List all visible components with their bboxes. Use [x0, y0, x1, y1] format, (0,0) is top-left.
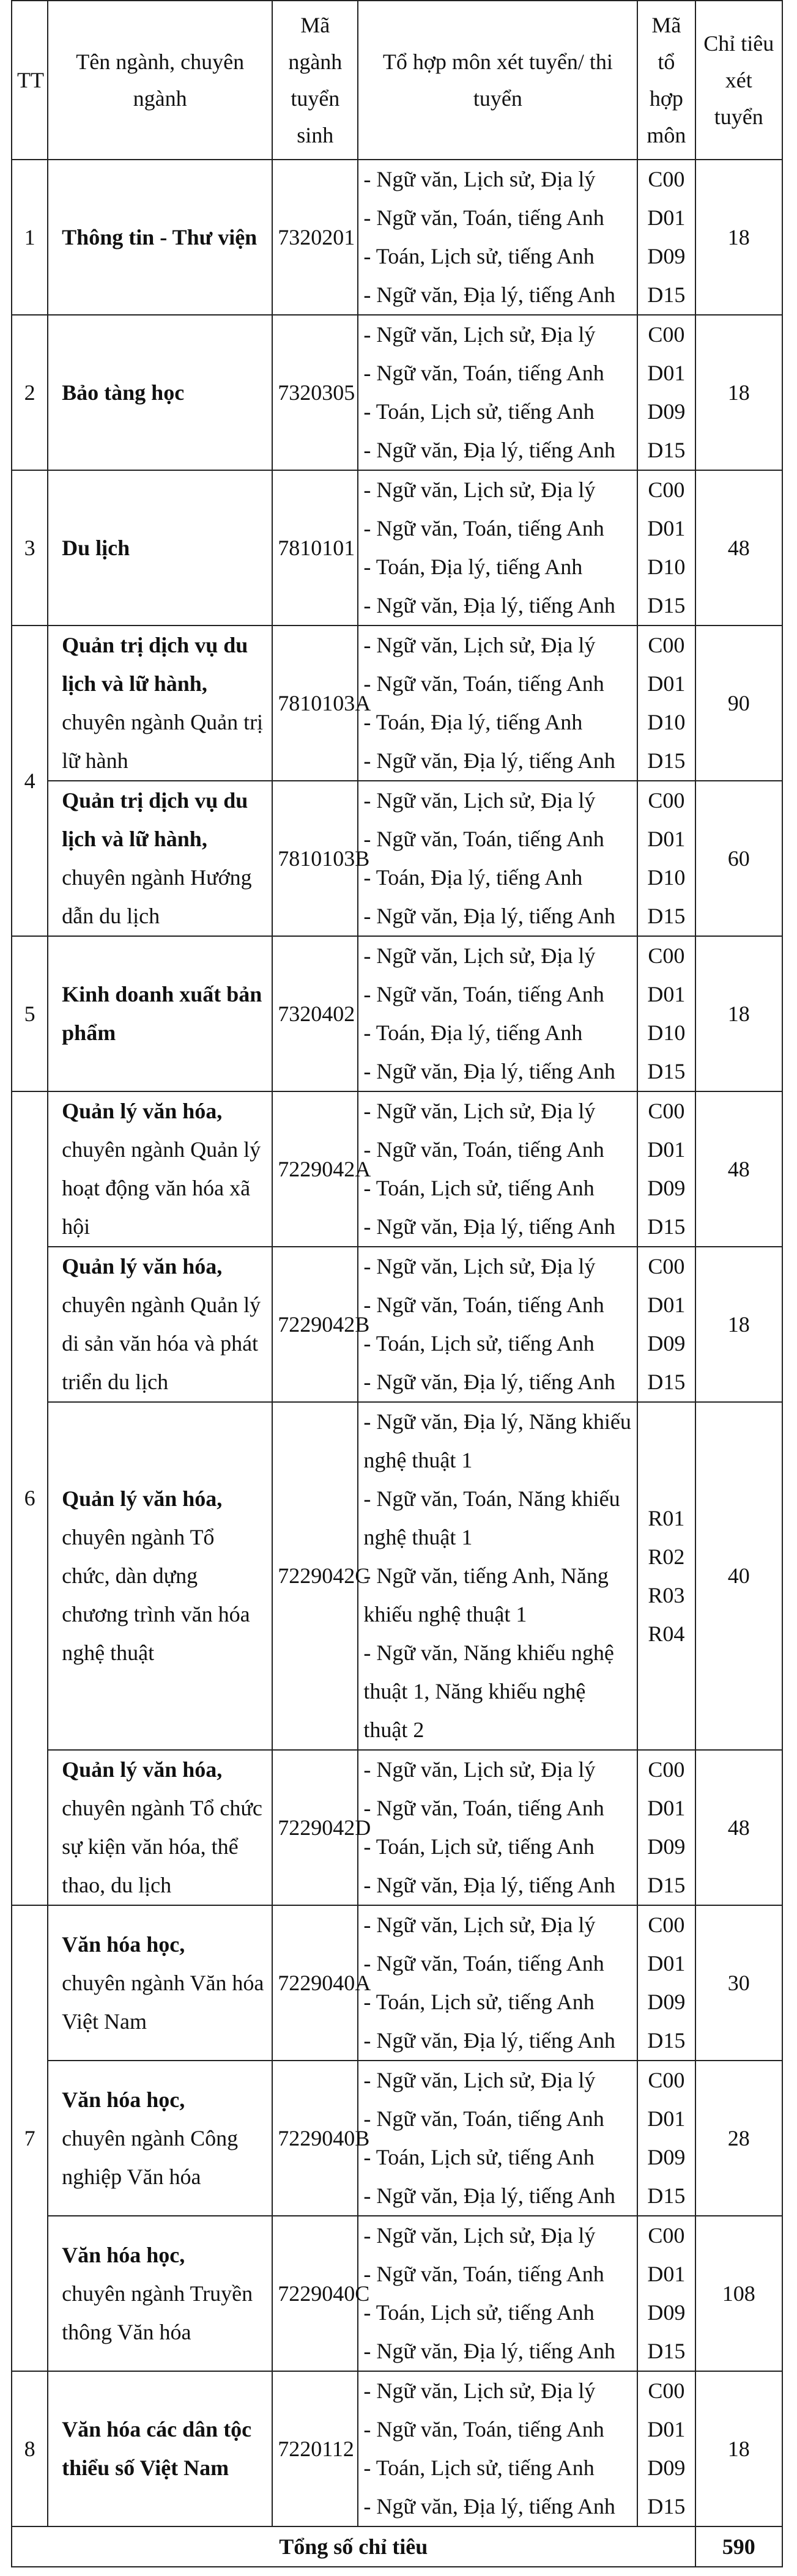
row-subjects [358, 936, 637, 1091]
row-name-title: Văn hóa học, [62, 2242, 185, 2267]
row-code: 7810101 [272, 470, 358, 626]
subject-combination: - Ngữ văn, Toán, tiếng Anh [363, 2262, 604, 2286]
row-quota: 108 [695, 2216, 782, 2371]
row-subject-codes [637, 1905, 695, 2061]
subject-code: C00 [648, 2223, 685, 2248]
subject-combination: - Ngữ văn, Toán, tiếng Anh [363, 671, 604, 696]
row-subject-codes [637, 1750, 695, 1905]
subject-code: D10 [647, 710, 686, 734]
subject-combination: - Ngữ văn, Toán, tiếng Anh [363, 982, 604, 1006]
row-name-title: Quản lý văn hóa, [62, 1099, 223, 1123]
subject-combination: - Ngữ văn, Toán, tiếng Anh [363, 516, 604, 541]
subject-code: C00 [648, 1913, 685, 1937]
subject-code: D09 [647, 2145, 686, 2169]
row-subject-codes [637, 2371, 695, 2526]
subject-code: C00 [648, 478, 685, 502]
subject-code: D15 [647, 2183, 686, 2208]
row-subjects [358, 2061, 637, 2216]
subject-combination: - Ngữ văn, Địa lý, tiếng Anh [363, 748, 615, 773]
row-name-title: Quản lý văn hóa, [62, 1757, 223, 1782]
row-name [48, 781, 272, 936]
subject-code: D10 [647, 555, 686, 579]
subject-combination: - Ngữ văn, Lịch sử, Địa lý [363, 478, 596, 502]
row-quota: 18 [695, 2371, 782, 2526]
row-name-title: Quản lý văn hóa, [62, 1254, 223, 1279]
subject-code: D15 [647, 282, 686, 307]
row-code: 7229042A [272, 1091, 358, 1247]
table-row [12, 936, 782, 1091]
table-row [12, 781, 782, 936]
subject-combination: - Ngữ văn, Lịch sử, Địa lý [363, 1099, 596, 1123]
row-subjects [358, 781, 637, 936]
row-name-sub: chuyên ngành Quản lý hoạt động văn hóa xã hội [62, 1137, 261, 1239]
header-subject-code: Mã tổ hợp môn [637, 1, 695, 160]
row-name [48, 2216, 272, 2371]
header-code: Mã ngành tuyển sinh [272, 1, 358, 160]
subject-combination: - Toán, Địa lý, tiếng Anh [363, 1020, 583, 1045]
row-name-sub: chuyên ngành Tổ chức sự kiện văn hóa, thể thao, du lịch [62, 1796, 262, 1897]
subject-code: D01 [647, 361, 686, 385]
subject-combination: - Ngữ văn, Địa lý, tiếng Anh [363, 1214, 615, 1239]
subject-combination: - Ngữ văn, Năng khiếu nghệ thuật 1, Năng khiếu nghệ thuật 2 [363, 1640, 614, 1742]
row-subjects [358, 1091, 637, 1247]
subject-combination: - Ngữ văn, tiếng Anh, Năng khiếu nghệ thuật 1 [363, 1563, 609, 1626]
subject-code: D01 [647, 2106, 686, 2131]
subject-combination: - Ngữ văn, Toán, tiếng Anh [363, 205, 604, 230]
subject-code: D15 [647, 904, 686, 928]
row-subject-codes [637, 936, 695, 1091]
subject-code: C00 [648, 788, 685, 813]
total-row [12, 2526, 782, 2567]
row-tt: 8 [12, 2371, 48, 2526]
subject-combination: - Ngữ văn, Địa lý, tiếng Anh [363, 2339, 615, 2363]
row-subjects [358, 626, 637, 781]
subject-code: C00 [648, 167, 685, 191]
row-name-title: Văn hóa các dân tộc thiểu số Việt Nam [62, 2417, 252, 2480]
row-name-title: Bảo tàng học [62, 380, 185, 405]
table-row [12, 1402, 782, 1750]
subject-code: D15 [647, 438, 686, 462]
row-subject-codes [637, 2061, 695, 2216]
row-name [48, 1905, 272, 2061]
subject-combination: - Toán, Lịch sử, tiếng Anh [363, 2300, 595, 2325]
subject-code: D01 [647, 1137, 686, 1162]
table-row [12, 1750, 782, 1905]
subject-code: D01 [647, 1796, 686, 1820]
row-name [48, 2371, 272, 2526]
row-quota: 30 [695, 1905, 782, 2061]
table-row [12, 1905, 782, 2061]
header-tt: TT [12, 1, 48, 160]
row-subject-codes [637, 315, 695, 470]
header-name: Tên ngành, chuyên ngành [48, 1, 272, 160]
row-code: 7320201 [272, 160, 358, 315]
row-name [48, 936, 272, 1091]
row-quota: 28 [695, 2061, 782, 2216]
subject-code: D01 [647, 205, 686, 230]
subject-code: D15 [647, 2494, 686, 2519]
table-row [12, 470, 782, 626]
row-subject-codes [637, 1247, 695, 1402]
subject-code: C00 [648, 633, 685, 657]
subject-combination: - Ngữ văn, Toán, tiếng Anh [363, 1796, 604, 1820]
row-tt: 7 [12, 1905, 48, 2371]
subject-combination: - Ngữ văn, Địa lý, Năng khiếu nghệ thuật 1 [363, 1409, 631, 1472]
subject-combination: - Toán, Lịch sử, tiếng Anh [363, 244, 595, 268]
row-subjects [358, 1402, 637, 1750]
subject-code: D15 [647, 593, 686, 618]
row-quota: 18 [695, 160, 782, 315]
row-subject-codes [637, 1402, 695, 1750]
subject-combination: - Toán, Địa lý, tiếng Anh [363, 555, 583, 579]
row-subjects [358, 2371, 637, 2526]
row-code: 7229042C [272, 1402, 358, 1750]
row-code: 7229042B [272, 1247, 358, 1402]
subject-combination: - Ngữ văn, Lịch sử, Địa lý [363, 1913, 596, 1937]
row-name-title: Quản lý văn hóa, [62, 1486, 223, 1511]
table-row [12, 160, 782, 315]
subject-combination: - Ngữ văn, Toán, tiếng Anh [363, 2106, 604, 2131]
row-name [48, 626, 272, 781]
row-code: 7810103A [272, 626, 358, 781]
subject-code: D01 [647, 827, 686, 851]
subject-combination: - Toán, Lịch sử, tiếng Anh [363, 1990, 595, 2014]
subject-code: D01 [647, 2417, 686, 2441]
subject-code: C00 [648, 322, 685, 347]
subject-code: D15 [647, 1214, 686, 1239]
subject-combination: - Ngữ văn, Toán, tiếng Anh [363, 1137, 604, 1162]
subject-code: D09 [647, 399, 686, 424]
total-value: 590 [695, 2526, 782, 2567]
subject-combination: - Ngữ văn, Toán, tiếng Anh [363, 361, 604, 385]
row-quota: 40 [695, 1402, 782, 1750]
row-name-title: Văn hóa học, [62, 1932, 185, 1957]
table-row [12, 626, 782, 781]
row-name [48, 1091, 272, 1247]
subject-combination: - Ngữ văn, Toán, tiếng Anh [363, 827, 604, 851]
row-code: 7320305 [272, 315, 358, 470]
row-name-sub: chuyên ngành Tổ chức, dàn dựng chương trình văn hóa nghệ thuật [62, 1525, 250, 1665]
row-name-title: Du lịch [62, 535, 130, 560]
subject-combination: - Toán, Lịch sử, tiếng Anh [363, 1176, 595, 1200]
subject-combination: - Ngữ văn, Địa lý, tiếng Anh [363, 1370, 615, 1394]
row-subject-codes [637, 2216, 695, 2371]
row-name [48, 1402, 272, 1750]
subject-combination: - Ngữ văn, Địa lý, tiếng Anh [363, 2183, 615, 2208]
row-quota: 60 [695, 781, 782, 936]
row-quota: 48 [695, 1091, 782, 1247]
subject-code: D09 [647, 244, 686, 268]
table-row [12, 1247, 782, 1402]
row-quota: 18 [695, 1247, 782, 1402]
row-subject-codes [637, 160, 695, 315]
subject-combination: - Toán, Địa lý, tiếng Anh [363, 865, 583, 890]
row-tt: 4 [12, 626, 48, 936]
row-tt: 1 [12, 160, 48, 315]
subject-combination: - Ngữ văn, Lịch sử, Địa lý [363, 1254, 596, 1279]
subject-code: D01 [647, 671, 686, 696]
row-name-sub: chuyên ngành Văn hóa Việt Nam [62, 1970, 264, 2034]
subject-combination: - Ngữ văn, Lịch sử, Địa lý [363, 322, 596, 347]
row-name-title: Kinh doanh xuất bản phẩm [62, 982, 262, 1045]
subject-code: D01 [647, 982, 686, 1006]
subject-combination: - Ngữ văn, Toán, tiếng Anh [363, 2417, 604, 2441]
subject-code: D15 [647, 1059, 686, 1083]
subject-code: C00 [648, 1099, 685, 1123]
subject-combination: - Toán, Lịch sử, tiếng Anh [363, 2145, 595, 2169]
row-name [48, 1247, 272, 1402]
table-header-row [12, 1, 782, 160]
row-code: 7229040A [272, 1905, 358, 2061]
subject-combination: - Ngữ văn, Lịch sử, Địa lý [363, 943, 596, 968]
subject-combination: - Ngữ văn, Lịch sử, Địa lý [363, 167, 596, 191]
row-name-title: Thông tin - Thư viện [62, 224, 258, 249]
subject-combination: - Ngữ văn, Địa lý, tiếng Anh [363, 1873, 615, 1897]
row-name-title: Văn hóa học, [62, 2087, 185, 2112]
subject-code: R02 [648, 1544, 685, 1569]
subject-code: C00 [648, 2379, 685, 2403]
subject-code: C00 [648, 1254, 685, 1279]
subject-combination: - Ngữ văn, Địa lý, tiếng Anh [363, 2028, 615, 2053]
subject-combination: - Ngữ văn, Địa lý, tiếng Anh [363, 2494, 615, 2519]
row-name-sub: chuyên ngành Quản trị lữ hành [62, 710, 264, 773]
subject-combination: - Toán, Lịch sử, tiếng Anh [363, 1834, 595, 1859]
subject-combination: - Ngữ văn, Lịch sử, Địa lý [363, 2223, 596, 2248]
subject-code: D15 [647, 2339, 686, 2363]
row-name [48, 470, 272, 626]
subject-code: D09 [647, 1990, 686, 2014]
subject-code: R03 [648, 1582, 685, 1607]
row-subjects [358, 1247, 637, 1402]
header-subjects: Tổ hợp môn xét tuyển/ thi tuyển [358, 1, 637, 160]
row-quota: 18 [695, 315, 782, 470]
row-name-title: Quản trị dịch vụ du lịch và lữ hành, [62, 788, 248, 851]
row-code: 7229040C [272, 2216, 358, 2371]
subject-code: D09 [647, 2456, 686, 2480]
subject-code: D09 [647, 1331, 686, 1356]
subject-combination: - Ngữ văn, Toán, tiếng Anh [363, 1951, 604, 1976]
row-name [48, 160, 272, 315]
subject-combination: - Toán, Địa lý, tiếng Anh [363, 710, 583, 734]
subject-code: D15 [647, 1873, 686, 1897]
row-subjects [358, 315, 637, 470]
subject-code: D15 [647, 1370, 686, 1394]
row-subjects [358, 2216, 637, 2371]
total-label: Tổng số chỉ tiêu [12, 2526, 695, 2567]
subject-code: D09 [647, 2300, 686, 2325]
subject-combination: - Ngữ văn, Địa lý, tiếng Anh [363, 593, 615, 618]
row-subjects [358, 470, 637, 626]
subject-code: D01 [647, 1951, 686, 1976]
subject-combination: - Toán, Lịch sử, tiếng Anh [363, 2456, 595, 2480]
subject-code: C00 [648, 943, 685, 968]
row-name-sub: chuyên ngành Công nghiệp Văn hóa [62, 2125, 239, 2189]
table-row [12, 1091, 782, 1247]
subject-code: D10 [647, 865, 686, 890]
subject-code: D09 [647, 1176, 686, 1200]
row-subject-codes [637, 1091, 695, 1247]
admission-table [11, 0, 783, 2567]
subject-code: D10 [647, 1020, 686, 1045]
row-subject-codes [637, 470, 695, 626]
row-name-sub: chuyên ngành Quản lý di sản văn hóa và phát triển du lịch [62, 1293, 261, 1394]
row-code: 7229042D [272, 1750, 358, 1905]
subject-combination: - Ngữ văn, Địa lý, tiếng Anh [363, 904, 615, 928]
row-tt: 3 [12, 470, 48, 626]
table-row [12, 2216, 782, 2371]
row-name [48, 2061, 272, 2216]
subject-code: R04 [648, 1621, 685, 1646]
row-code: 7320402 [272, 936, 358, 1091]
table-row [12, 2371, 782, 2526]
row-tt: 6 [12, 1091, 48, 1905]
subject-combination: - Ngữ văn, Toán, Năng khiếu nghệ thuật 1 [363, 1486, 620, 1549]
row-tt: 2 [12, 315, 48, 470]
row-name-sub: chuyên ngành Truyền thông Văn hóa [62, 2281, 253, 2344]
subject-combination: - Ngữ văn, Lịch sử, Địa lý [363, 2379, 596, 2403]
subject-combination: - Ngữ văn, Lịch sử, Địa lý [363, 788, 596, 813]
subject-code: D01 [647, 1293, 686, 1317]
subject-code: D15 [647, 748, 686, 773]
table-row [12, 2061, 782, 2216]
subject-combination: - Toán, Lịch sử, tiếng Anh [363, 1331, 595, 1356]
row-name [48, 315, 272, 470]
row-name-sub: chuyên ngành Hướng dẫn du lịch [62, 865, 252, 928]
subject-combination: - Ngữ văn, Địa lý, tiếng Anh [363, 282, 615, 307]
subject-combination: - Ngữ văn, Địa lý, tiếng Anh [363, 1059, 615, 1083]
row-quota: 48 [695, 470, 782, 626]
header-quota: Chỉ tiêu xét tuyển [695, 1, 782, 160]
table-body [12, 160, 782, 2526]
subject-code: R01 [648, 1505, 685, 1530]
subject-code: D15 [647, 2028, 686, 2053]
row-subject-codes [637, 626, 695, 781]
row-subject-codes [637, 781, 695, 936]
row-quota: 18 [695, 936, 782, 1091]
subject-code: D01 [647, 2262, 686, 2286]
row-code: 7220112 [272, 2371, 358, 2526]
row-code: 7229040B [272, 2061, 358, 2216]
subject-combination: - Ngữ văn, Toán, tiếng Anh [363, 1293, 604, 1317]
subject-combination: - Ngữ văn, Lịch sử, Địa lý [363, 2068, 596, 2092]
row-subjects [358, 160, 637, 315]
row-tt: 5 [12, 936, 48, 1091]
subject-combination: - Ngữ văn, Lịch sử, Địa lý [363, 633, 596, 657]
subject-code: C00 [648, 1757, 685, 1782]
subject-combination: - Toán, Lịch sử, tiếng Anh [363, 399, 595, 424]
row-quota: 90 [695, 626, 782, 781]
row-code: 7810103B [272, 781, 358, 936]
row-name-title: Quản trị dịch vụ du lịch và lữ hành, [62, 633, 248, 696]
row-quota: 48 [695, 1750, 782, 1905]
row-subjects [358, 1750, 637, 1905]
subject-combination: - Ngữ văn, Địa lý, tiếng Anh [363, 438, 615, 462]
subject-code: D01 [647, 516, 686, 541]
subject-combination: - Ngữ văn, Lịch sử, Địa lý [363, 1757, 596, 1782]
subject-code: C00 [648, 2068, 685, 2092]
table-row [12, 315, 782, 470]
subject-code: D09 [647, 1834, 686, 1859]
row-name [48, 1750, 272, 1905]
row-subjects [358, 1905, 637, 2061]
